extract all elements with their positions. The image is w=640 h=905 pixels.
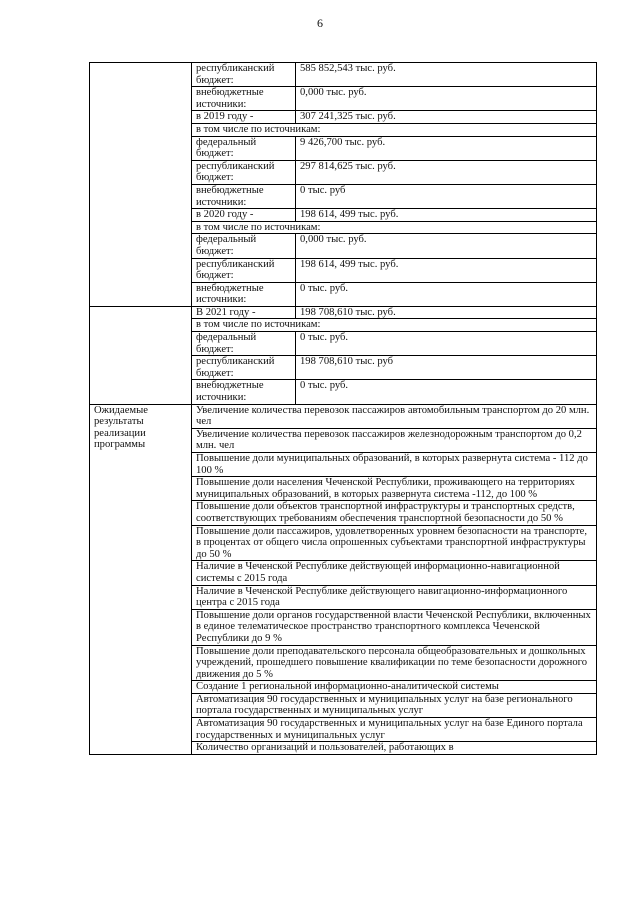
funding-label: внебюджетные источники: (192, 184, 296, 208)
result-item: Создание 1 региональной информационно-аналитической системы (192, 681, 597, 694)
funding-label: республиканский бюджет: (192, 258, 296, 282)
funding-label: республиканский бюджет: (192, 160, 296, 184)
funding-value: 0 тыс. руб. (296, 380, 597, 404)
funding-value: 198 708,610 тыс. руб (296, 356, 597, 380)
funding-subheading: в том числе по источникам: (192, 319, 597, 332)
result-row (90, 404, 597, 428)
results-label: Ожидаемые результаты реализации программы (90, 404, 192, 754)
funding-value: 0,000 тыс. руб. (296, 87, 597, 111)
result-item: Повышение доли пассажиров, удовлетворенных уровнем безопасности на транспорте, в процентах от общего числа опрошенных субъектами транспортной инфраструктуры до 50 % (192, 525, 597, 561)
funding-value: 198 614, 499 тыс. руб. (296, 209, 597, 222)
result-item: Автоматизация 90 государственных и муниципальных услуг на базе Единого портала государственных и муниципальных услуг (192, 718, 597, 742)
result-item: Повышение доли объектов транспортной инфраструктуры и транспортных средств, соответствующих требованиям обеспечения транспортной безопасности до 50 % (192, 501, 597, 525)
funding-value: 198 708,610 тыс. руб. (296, 306, 597, 319)
funding-label: республиканский бюджет: (192, 63, 296, 87)
result-item: Количество организаций и пользователей, работающих в (192, 742, 597, 755)
funding-row (90, 306, 597, 319)
program-passport-table (89, 62, 597, 755)
funding-label: федеральный бюджет: (192, 136, 296, 160)
funding-value: 0 тыс. руб. (296, 332, 597, 356)
result-item: Увеличение количества перевозок пассажиров железнодорожным транспортом до 0,2 млн. чел (192, 428, 597, 452)
funding-value: 585 852,543 тыс. руб. (296, 63, 597, 87)
result-item: Автоматизация 90 государственных и муниципальных услуг на базе регионального портала государственных и муниципальных услуг (192, 693, 597, 717)
funding-value: 198 614, 499 тыс. руб. (296, 258, 597, 282)
result-item: Повышение доли населения Чеченской Республики, проживающего на территориях муниципальных образований, в которых развернута система -112, до 100 % (192, 477, 597, 501)
result-item: Наличие в Чеченской Республике действующего навигационно-информационного центра с 2015 года (192, 585, 597, 609)
funding-label: в 2020 году - (192, 209, 296, 222)
funding-label: в 2019 году - (192, 111, 296, 124)
funding-label: внебюджетные источники: (192, 380, 296, 404)
funding-label: внебюджетные источники: (192, 282, 296, 306)
funding-value: 0 тыс. руб (296, 184, 597, 208)
funding-label: В 2021 году - (192, 306, 296, 319)
funding-subheading: в том числе по источникам: (192, 221, 597, 234)
funding-label: федеральный бюджет: (192, 234, 296, 258)
funding-value: 0 тыс. руб. (296, 282, 597, 306)
funding-label: федеральный бюджет: (192, 332, 296, 356)
result-item: Повышение доли преподавательского персонала общеобразовательных и дошкольных учреждений, прошедшего повышение квалификации по теме безопасности дорожного движения до 5 % (192, 645, 597, 681)
result-item: Увеличение количества перевозок пассажиров автомобильным транспортом до 20 млн. чел (192, 404, 597, 428)
result-item: Повышение доли органов государственной власти Чеченской Республики, включенных в единое телематическое пространство транспортного комплекса Чеченской Республики до 9 % (192, 609, 597, 645)
funding-value: 307 241,325 тыс. руб. (296, 111, 597, 124)
funding-value: 297 814,625 тыс. руб. (296, 160, 597, 184)
funding-value: 9 426,700 тыс. руб. (296, 136, 597, 160)
page-number: 6 (317, 16, 323, 30)
section-label-cell (90, 306, 192, 404)
result-item: Наличие в Чеченской Республике действующей информационно-навигационной системы с 2015 года (192, 561, 597, 585)
funding-label: внебюджетные источники: (192, 87, 296, 111)
funding-label: республиканский бюджет: (192, 356, 296, 380)
funding-value: 0,000 тыс. руб. (296, 234, 597, 258)
section-label-cell (90, 63, 192, 307)
funding-row (90, 63, 597, 87)
funding-subheading: в том числе по источникам: (192, 123, 597, 136)
result-item: Повышение доли муниципальных образований, в которых развернута система - 112 до 100 % (192, 453, 597, 477)
